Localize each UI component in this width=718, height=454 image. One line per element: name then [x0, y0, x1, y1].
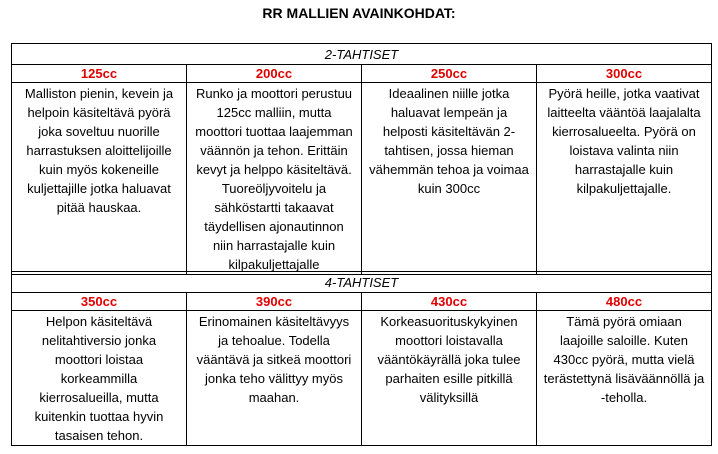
engine-size-row — [12, 65, 712, 83]
four-stroke-heading: 4-TAHTISET — [12, 272, 712, 293]
model-250cc-description: Ideaalinen niille jotka haluavat lempeän ja helposti käsiteltävän 2-tahtisen, jossa hieman vähemmän tehoa ja voimaa kuin 300cc — [362, 83, 537, 275]
two-stroke-heading: 2-TAHTISET — [12, 44, 712, 65]
description-row — [12, 311, 712, 446]
model-200cc-label: 200cc — [187, 65, 362, 83]
description-row — [12, 83, 712, 275]
model-430cc-label: 430cc — [362, 293, 537, 311]
model-480cc-description: Tämä pyörä omiaan laajoille saloille. Kuten 430cc pyörä, mutta vielä terästettynä lisäväännöllä ja -teholla. — [537, 311, 712, 446]
two-stroke-table — [11, 43, 712, 275]
model-390cc-description: Erinomainen käsiteltävyys ja tehoalue. Todella vääntävä ja sitkeä moottori jonka teho välittyy myös maahan. — [187, 311, 362, 446]
model-125cc-label: 125cc — [12, 65, 187, 83]
model-350cc-label: 350cc — [12, 293, 187, 311]
model-480cc-label: 480cc — [537, 293, 712, 311]
model-125cc-description: Malliston pienin, kevein ja helpoin käsiteltävä pyörä joka soveltuu nuorille harrastuksen aloittelijoille kuin myös kokeneille kuljettajille jotka haluavat pitää hauskaa. — [12, 83, 187, 275]
section-header-row — [12, 44, 712, 65]
model-300cc-label: 300cc — [537, 65, 712, 83]
page-title: RR MALLIEN AVAINKOHDAT: — [262, 5, 456, 21]
section-header-row — [12, 272, 712, 293]
model-430cc-description: Korkeasuorituskykyinen moottori loistavalla vääntökäyrällä joka tulee parhaiten esille pitkillä välityksillä — [362, 311, 537, 446]
model-300cc-description: Pyörä heille, jotka vaativat laitteelta vääntöä laajalalta kierrosalueelta. Pyörä on loistava valinta niin harrastajalle kuin kilpakuljettajalle. — [537, 83, 712, 275]
engine-size-row — [12, 293, 712, 311]
model-200cc-description: Runko ja moottori perustuu 125cc malliin, mutta moottori tuottaa laajemman väännön ja tehon. Erittäin kevyt ja helppo käsiteltävä. Tuoreöljyvoitelu ja sähköstartti takaavat täydellisen ajonautinnon niin harrastajalle kuin kilpakuljettajalle — [187, 83, 362, 275]
model-390cc-label: 390cc — [187, 293, 362, 311]
four-stroke-table — [11, 271, 712, 446]
model-350cc-description: Helpon käsiteltävä nelitahtiversio jonka moottori loistaa korkeammilla kierrosalueilla, mutta kuitenkin tuottaa hyvin tasaisen tehon. — [12, 311, 187, 446]
model-250cc-label: 250cc — [362, 65, 537, 83]
